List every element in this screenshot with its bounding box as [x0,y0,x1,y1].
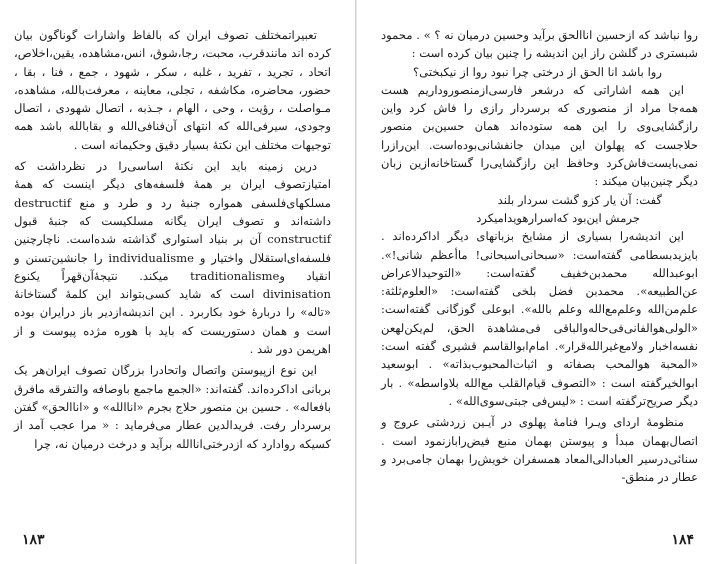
paragraph: این نوع ازپیوستن واتصال واتحادرا بزرگان تصوف ایران‌هر یک بربانی اداکرده‌اند. گفته‌اند: «الجمع ماجمع باوصافه والتفرقه مافرق بافعاله» . حسین بن منصور حلاج بجرم «اناالله» و «اناالحق» گفتن برسردار رفت. فریدالدین عطار می‌فرماید : « مرا عجب آمد از کسیکه روادارد که ازدرختی‌اناالله برآید و درخت درمیان نه، چرا [14,363,331,451]
verse-line: جرمش این‌بود که‌اسرارهویدامیکرد [476,210,640,225]
page-number: ۱۸۴ [671,532,694,548]
right-page [355,0,716,564]
verse-line: روا باشد انا الحق از درختی چرا نبود روا از نیکبختی؟ [413,64,662,79]
paragraph: روا نباشد که ازحسین اناالحق برآید وحسین درمیان نه ؟ » . محمود شبستری در گلشن راز این اندیشه را چنین بیان کرده است : [380,28,698,61]
paragraph: درین زمینه باید این نکتهٔ اساسی‌را در نظرداشت که امتیازتصوف ایران بر همهٔ فلسفه‌های دیگر اینست که همهٔ مسلکهای‌فلسفی همواره جنبهٔ رد و طرد و منع destructif داشته‌اند و تصوف ایران یگانه مسلکیست که جنبهٔ قبول constructif آن بر بنیاد استواری گذاشته شده‌است. ناچارچنین فلسفه‌ای‌استقلال واختیار و individualisme را جانشین‌تسنن و انقیاد وtraditionalisme میکند. نتیجهٔ‌آن‌قهراً یکنوع divinisation است که شاید کسی‌بتواند این کلمهٔ گستاخانهٔ «تاله» را دربارهٔ خود بکاربرد . این اندیشه‌ازدیر باز در‌ایران بوده است و همان دستوریست که باید با هوره مژده پیوست و از اهریمن دور شد . [14,159,331,357]
paragraph: منظومهٔ اردای ویـرا فنامهٔ پهلوی در آیـین زردشتی عروج و اتصال‌بهمان مبدأ و پیوستن بهمان منبع فیض‌رابازنمود است . سنائی‌درسیر العبادالی‌المعاد همسفران خویش‌را بهمان جامی‌برد و عطار در منطق- [381,415,698,485]
paragraph: این همه اشاراتی که درشعر فارسی‌ازمنصوروداریم هست همه‌جا مراد از منصوری که برسردار رازی را فاش کرد واین رازگشایی‌وی را این همه ستوده‌اند همان حسین‌بن منصور حلاجست که پهلوان این میدان جانفشانی‌بوده‌است. این‌رازرا نمی‌بایست‌فاش‌کرد وحافظ این رازگشایی‌را گستاخانه‌ازین زبان دیگر چنین‌بیان میکند : [381,82,698,189]
book-gutter [355,0,357,564]
verse-line: گفت: آن یار کزو گشت سردار بلند [497,192,662,207]
paragraph: این اندیشه‌را بسیاری از مشایخ بزبانهای دیگر اداکرده‌اند . بایزیدبسطامی گفته‌است: «سبحانی‌اسبحانی! ماأعظم شانی!». ابوعبدالله محمدبن‌خفیف گفته‌است: «التوحیدالاعراض عن‌الطبیعه». محمدبن فضل بلخی گفته‌است: «العلوم‌ثلثة: علم‌من‌الله وعلم‌مع‌الله وعلم بالله». ابوعلی گوزگانی گفته‌است: «الولی‌هوالفانی‌فی‌حاله‌والباقی فی‌مشاهدة الحق، لم‌یکن‌لهعن نفسه‌اخبار ولامع‌غیرالله‌قرار». امام‌ابوالقاسم قشیری گفته است: «المحبة هوالمحب بصفاته و اثبات‌المحبوب‌بذاته» . ابوسعید ابوالخیرگفته است : «التصوف قیام‌القلب مع‌الله بلاواسطه» . بار دیگر صریح‌ترگفته است : «لیس‌فی جبتی‌سوی‌الله» . [381,229,698,408]
left-page [0,0,355,564]
page-number: ۱۸۳ [22,532,45,548]
paragraph: تعبیراتمختلف تصوف ایران که بالفاظ واشارات گوناگون بیان کرده اند مانندقرب، محبت، رجا،شوق، انس،مشاهده، یقین،اخلاص، اتحاد ، تجرید ، تفرید ، غلبه ، سکر ، شهود ، جمع ، فنا ، بقا ، حضور، محاضره، مکاشفه ، تجلی، معاینه ، معرفت‌بالله، مشاهده، مـواصلت ، رؤیت ، وحی ، الهام ، جـذبه ، اتصال شهودی ، اتصال وجودی، سیرفی‌الله که انتهای آن‌فنافی‌الله و بقابالله باشد همه توجیهات مختلف این نکتهٔ بسیار دقیق وحکیمانه است . [14,28,331,152]
